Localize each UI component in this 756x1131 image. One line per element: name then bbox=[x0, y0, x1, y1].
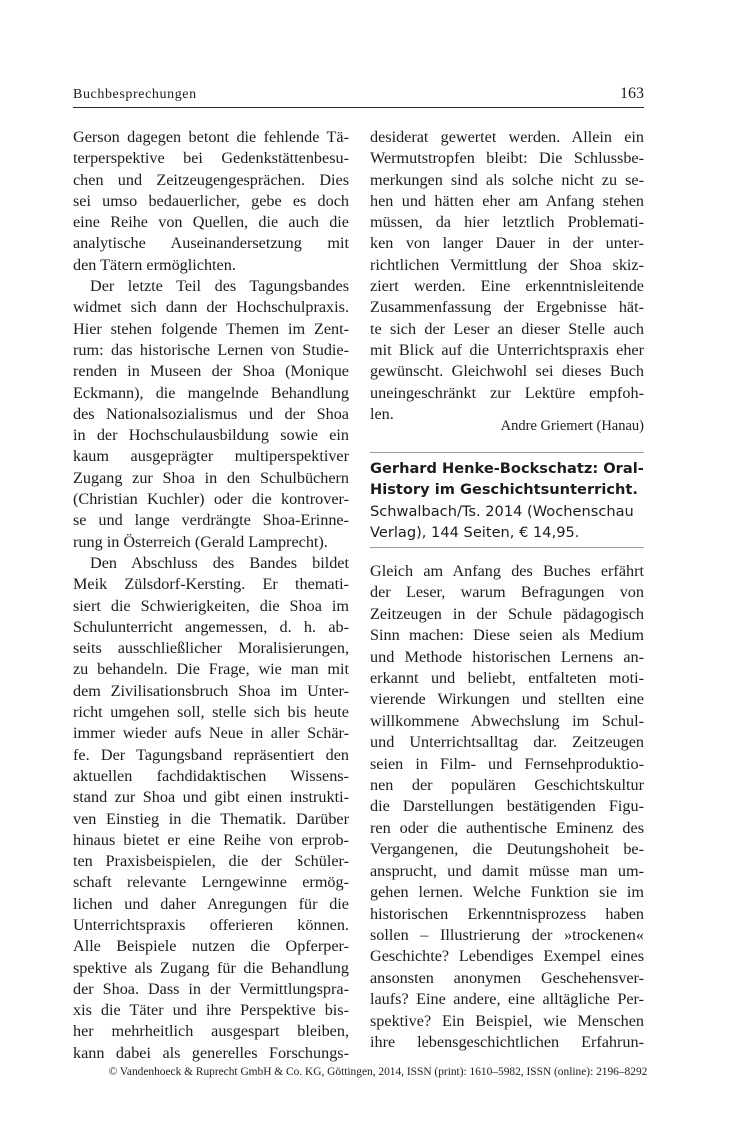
text-line: richt umgehen soll, stelle sich bis heute bbox=[73, 703, 349, 722]
text-line: kaum ausgeprägter multiperspektiver bbox=[73, 447, 349, 466]
text-line: Den Abschluss des Bandes bildet bbox=[90, 553, 349, 572]
text-line: se und lange verdrängte Shoa-Erinne- bbox=[73, 511, 349, 530]
text-line: Wermutstropfen bleibt: Die Schlussbe- bbox=[370, 149, 644, 168]
text-line: den Tätern ermöglichten. bbox=[73, 255, 236, 274]
review-heading bbox=[370, 458, 644, 544]
text-line: renden in Museen der Shoa (Monique bbox=[73, 362, 349, 381]
text-line: Vergangenen, die Deutungshoheit be- bbox=[370, 840, 644, 859]
text-line: merkungen sind als solche nicht zu se- bbox=[370, 170, 644, 189]
text-line: widmet sich dann der Hochschulpraxis. bbox=[73, 298, 349, 317]
text-line: Schulunterricht angemessen, d. h. ab- bbox=[73, 617, 349, 636]
text-line: ren oder die authentische Eminenz des bbox=[370, 818, 644, 837]
text-line: Gerson dagegen betont die fehlende Tä- bbox=[73, 128, 349, 146]
divider bbox=[370, 452, 644, 453]
review-title-line: History im Geschichtsunterricht. bbox=[370, 481, 638, 499]
text-line: laufs? Eine andere, eine alltägliche Per- bbox=[370, 990, 644, 1009]
text-line: gehen lernen. Welche Funktion sie im bbox=[370, 883, 644, 902]
text-line: Meik Zülsdorf-Kersting. Er themati- bbox=[73, 575, 349, 594]
text-line: ken von langer Dauer in der unter- bbox=[370, 234, 644, 253]
text-line: siert die Schwierigkeiten, die Shoa im bbox=[73, 596, 349, 615]
text-line: xis die Täter und ihre Perspektive bis- bbox=[73, 1001, 349, 1020]
text-line: terperspektive bei Gedenkstättenbesu- bbox=[73, 149, 349, 168]
text-line: der Leser, warum Befragungen von bbox=[370, 583, 644, 602]
text-line: richtlichen Vermittlung der Shoa skiz- bbox=[370, 255, 644, 274]
page-number: 163 bbox=[620, 85, 644, 102]
text-line: te sich der Leser an dieser Stelle auch bbox=[370, 319, 644, 338]
text-line: und Unterrichtsalltag dar. Zeitzeugen bbox=[370, 733, 644, 752]
text-line: Zeitzeugen in der Schule pädagogisch bbox=[370, 604, 644, 623]
text-line: fe. Der Tagungsband repräsentiert den bbox=[73, 745, 349, 764]
text-line: stand zur Shoa und gibt einen instrukti- bbox=[73, 788, 349, 807]
copyright-footer: © Vandenhoeck & Ruprecht GmbH & Co. KG, Göttingen, 2014, ISSN (print): 1610–5982, ISSN (online): 2196–8292 bbox=[108, 1066, 648, 1078]
text-line: (Christian Kuchler) oder die kontrover- bbox=[73, 490, 349, 509]
section-title: Buchbesprechungen bbox=[73, 87, 197, 102]
text-line: schaft relevante Lerngewinne ermög- bbox=[73, 873, 349, 892]
text-line: immer wieder aufs Neue in aller Schär- bbox=[73, 724, 349, 743]
text-line: sollen – Illustrierung der »trockenen« bbox=[370, 925, 644, 944]
text-line: gewünscht. Gleichwohl sei dieses Buch bbox=[370, 362, 644, 381]
text-line: spektive als Zugang für die Behandlung bbox=[73, 958, 349, 977]
text-line: Sinn machen: Diese seien als Medium bbox=[370, 626, 644, 645]
text-line: desiderat gewertet werden. Allein ein bbox=[370, 128, 644, 146]
text-line: historischen Erkenntnisprozess haben bbox=[370, 904, 644, 923]
text-line: dem Zivilisationsbruch Shoa im Unter- bbox=[73, 681, 349, 700]
text-line: in der Hochschulausbildung sowie ein bbox=[73, 426, 349, 445]
text-line: des Nationalsozialismus und der Shoa bbox=[73, 404, 349, 423]
text-line: hen und hätten eher am Anfang stehen bbox=[370, 191, 644, 210]
text-line: spektive? Ein Beispiel, wie Menschen bbox=[370, 1011, 644, 1030]
right-column-top bbox=[370, 127, 644, 425]
text-line: eine Reihe von Quellen, die auch die bbox=[73, 213, 349, 232]
text-line: hinaus bietet er eine Reihe von erprob- bbox=[73, 830, 349, 849]
left-column bbox=[73, 127, 349, 1064]
text-line: Alle Beispiele nutzen die Opferper- bbox=[73, 937, 349, 956]
reviewer-signature: Andre Griemert (Hanau) bbox=[500, 418, 644, 434]
text-line: nen der populären Geschichtskultur bbox=[370, 776, 644, 795]
text-line: lichen und daher Anregungen für die bbox=[73, 894, 349, 913]
divider bbox=[370, 547, 644, 548]
text-line: müssen, da hier letztlich Problemati- bbox=[370, 213, 644, 232]
review-title-line: Gerhard Henke-Bockschatz: Oral- bbox=[370, 460, 644, 477]
running-header bbox=[73, 85, 644, 108]
text-line: seits ausschließlicher Moralisierungen, bbox=[73, 639, 349, 658]
text-line: len. bbox=[370, 404, 394, 423]
text-line: uneingeschränkt zur Lektüre empfoh- bbox=[370, 383, 644, 402]
text-line: chen und Zeitzeugengesprächen. Dies bbox=[73, 170, 349, 189]
text-line: Hier stehen folgende Themen im Zent- bbox=[73, 319, 349, 338]
right-column-bottom bbox=[370, 561, 644, 1053]
text-line: mit Blick auf die Unterrichtspraxis eher bbox=[370, 340, 644, 359]
text-line: ven Einstieg in die Thematik. Darüber bbox=[73, 809, 349, 828]
text-line: Gleich am Anfang des Buches erfährt bbox=[370, 562, 644, 580]
text-line: vierende Wirkungen und stellten eine bbox=[370, 690, 644, 709]
publication-info-line: Verlag), 144 Seiten, € 14,95. bbox=[370, 524, 580, 542]
text-line: Zugang zur Shoa in den Schulbüchern bbox=[73, 468, 349, 487]
text-line: kann dabei als generelles Forschungs- bbox=[73, 1043, 349, 1062]
text-line: Unterrichtspraxis offerieren können. bbox=[73, 915, 349, 934]
text-line: ansprucht, und damit müsse man um- bbox=[370, 861, 644, 880]
text-line: Zusammenfassung der Ergebnisse hät- bbox=[370, 298, 644, 317]
text-line: ansonsten anonymen Geschehensver- bbox=[370, 968, 644, 987]
text-line: Der letzte Teil des Tagungsbandes bbox=[90, 277, 349, 296]
text-line: der Shoa. Dass in der Vermittlungspra- bbox=[73, 979, 349, 998]
publication-info-line: Schwalbach/Ts. 2014 (Wochenschau bbox=[370, 502, 634, 520]
text-line: Eckmann), die mangelnde Behandlung bbox=[73, 383, 349, 402]
text-line: seien in Film- und Fernsehproduktio- bbox=[370, 754, 644, 773]
text-line: her mehrheitlich ausgespart bleiben, bbox=[73, 1022, 349, 1041]
text-line: ihre lebensgeschichtlichen Erfahrun- bbox=[370, 1032, 644, 1051]
text-line: erkannt und beliebt, entfalteten moti- bbox=[370, 669, 644, 688]
text-line: analytische Auseinandersetzung mit bbox=[73, 234, 349, 253]
text-line: sei umso bedauerlicher, gebe es doch bbox=[73, 191, 349, 210]
text-line: rung in Österreich (Gerald Lamprecht). bbox=[73, 532, 328, 551]
text-line: aktuellen fachdidaktischen Wissens- bbox=[73, 766, 349, 785]
text-line: zu behandeln. Die Frage, wie man mit bbox=[73, 660, 349, 679]
text-line: rum: das historische Lernen von Studie- bbox=[73, 340, 349, 359]
text-line: willkommene Abwechslung im Schul- bbox=[370, 711, 644, 730]
text-line: die Darstellungen bestätigenden Figu- bbox=[370, 797, 644, 816]
text-line: ten Praxisbeispielen, die der Schüler- bbox=[73, 852, 349, 871]
text-line: ziert werden. Eine erkenntnisleitende bbox=[370, 277, 644, 296]
text-line: und Methode historischen Lernens an- bbox=[370, 647, 644, 666]
text-line: Geschichte? Lebendiges Exempel eines bbox=[370, 947, 644, 966]
